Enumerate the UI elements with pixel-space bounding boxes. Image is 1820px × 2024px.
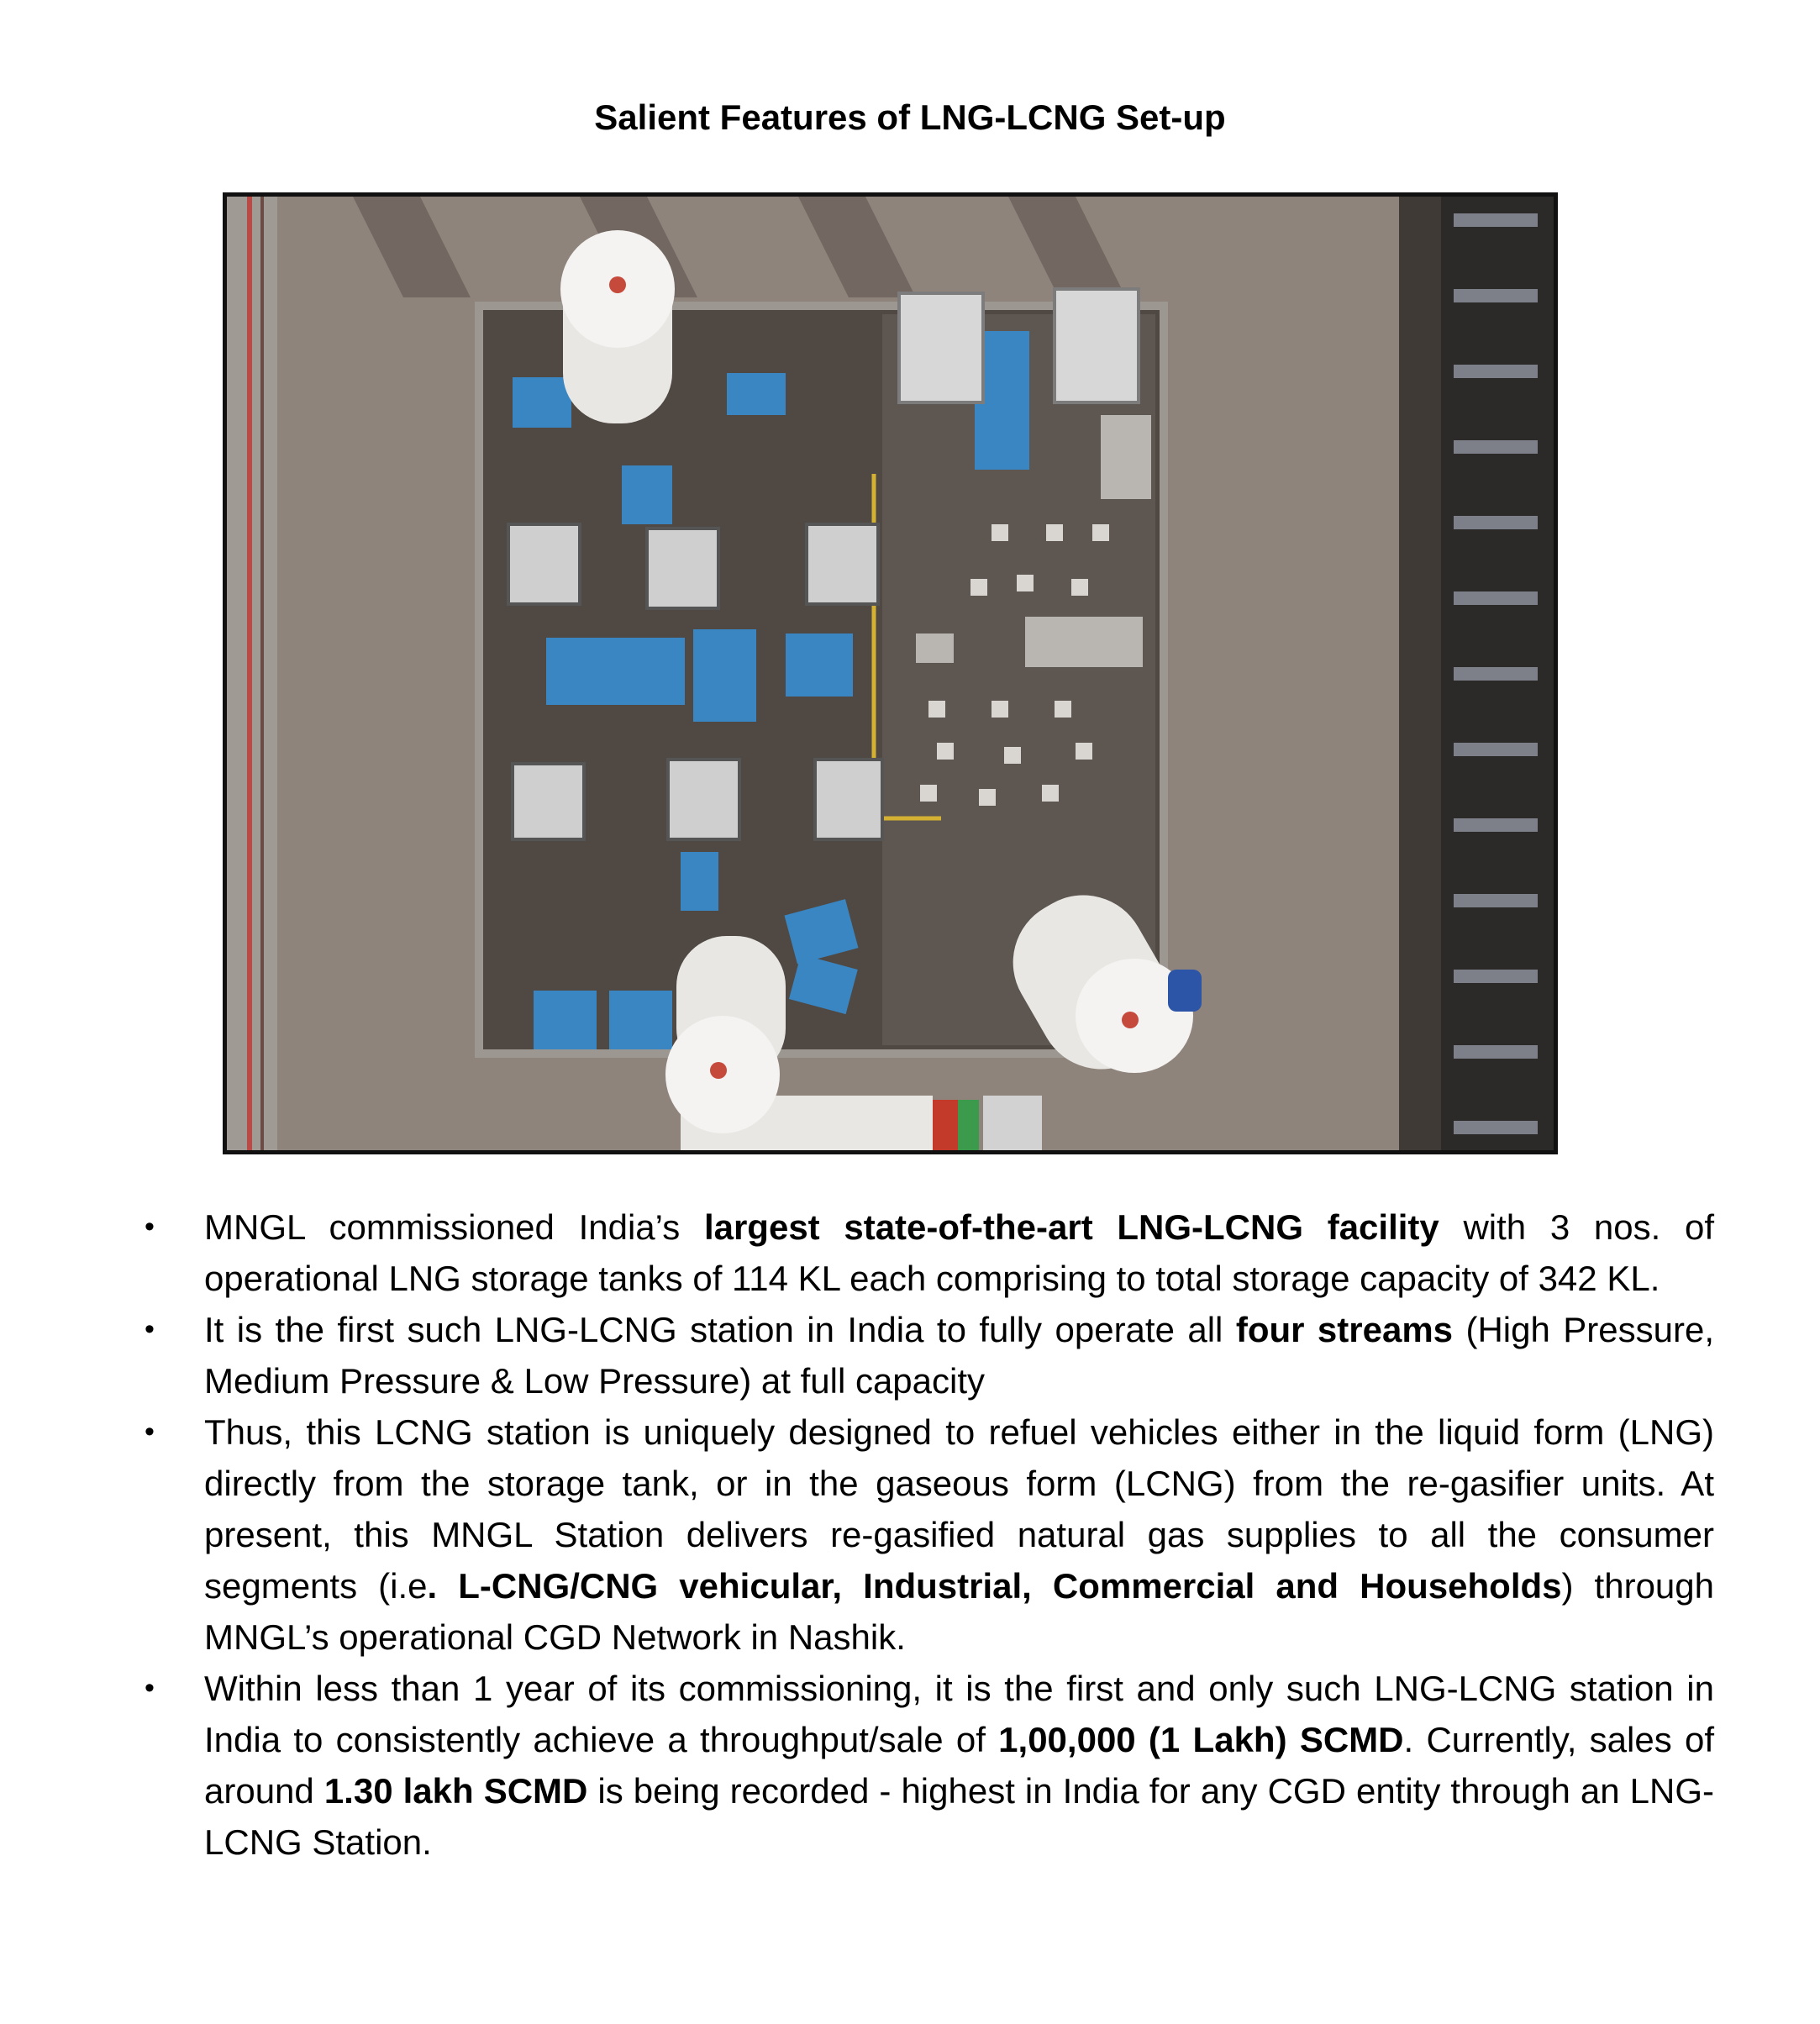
list-item: • Within less than 1 year of its commissioning, it is the first and only such LNG-LCNG station in India to consistently achieve a throughput/sale of 1,00,000 (1 Lakh) SCMD. Currently, sales of around 1.30 lakh SCMD is being recorded - highest in India for any CGD entity through an LNG-LCNG Station.	[134, 1663, 1714, 1868]
list-item: • It is the first such LNG-LCNG station in India to fully operate all four streams (High Pressure, Medium Pressure & Low Pressure) at full capacity	[134, 1304, 1714, 1406]
list-item: • Thus, this LCNG station is uniquely designed to refuel vehicles either in the liquid form (LNG) directly from the storage tank, or in the gaseous form (LCNG) from the re-gasifier units. At present, this MNGL Station delivers re-gasified natural gas supplies to all the consumer segments (i.e. L-CNG/CNG vehicular, Industrial, Commercial and Households) through MNGL’s operational CGD Network in Nashik.	[134, 1406, 1714, 1663]
bullet-icon: •	[145, 1211, 155, 1243]
list-item: • MNGL commissioned India’s largest state-of-the-art LNG-LCNG facility with 3 nos. of operational LNG storage tanks of 114 KL each comprising to total storage capacity of 342 KL.	[134, 1201, 1714, 1304]
features-list	[134, 1201, 1714, 1868]
bullet-icon: •	[145, 1313, 155, 1345]
bullet-icon: •	[145, 1416, 155, 1448]
page-title: Salient Features of LNG-LCNG Set-up	[594, 97, 1226, 137]
bullet-icon: •	[145, 1672, 155, 1704]
aerial-facility-photo	[223, 192, 1558, 1154]
